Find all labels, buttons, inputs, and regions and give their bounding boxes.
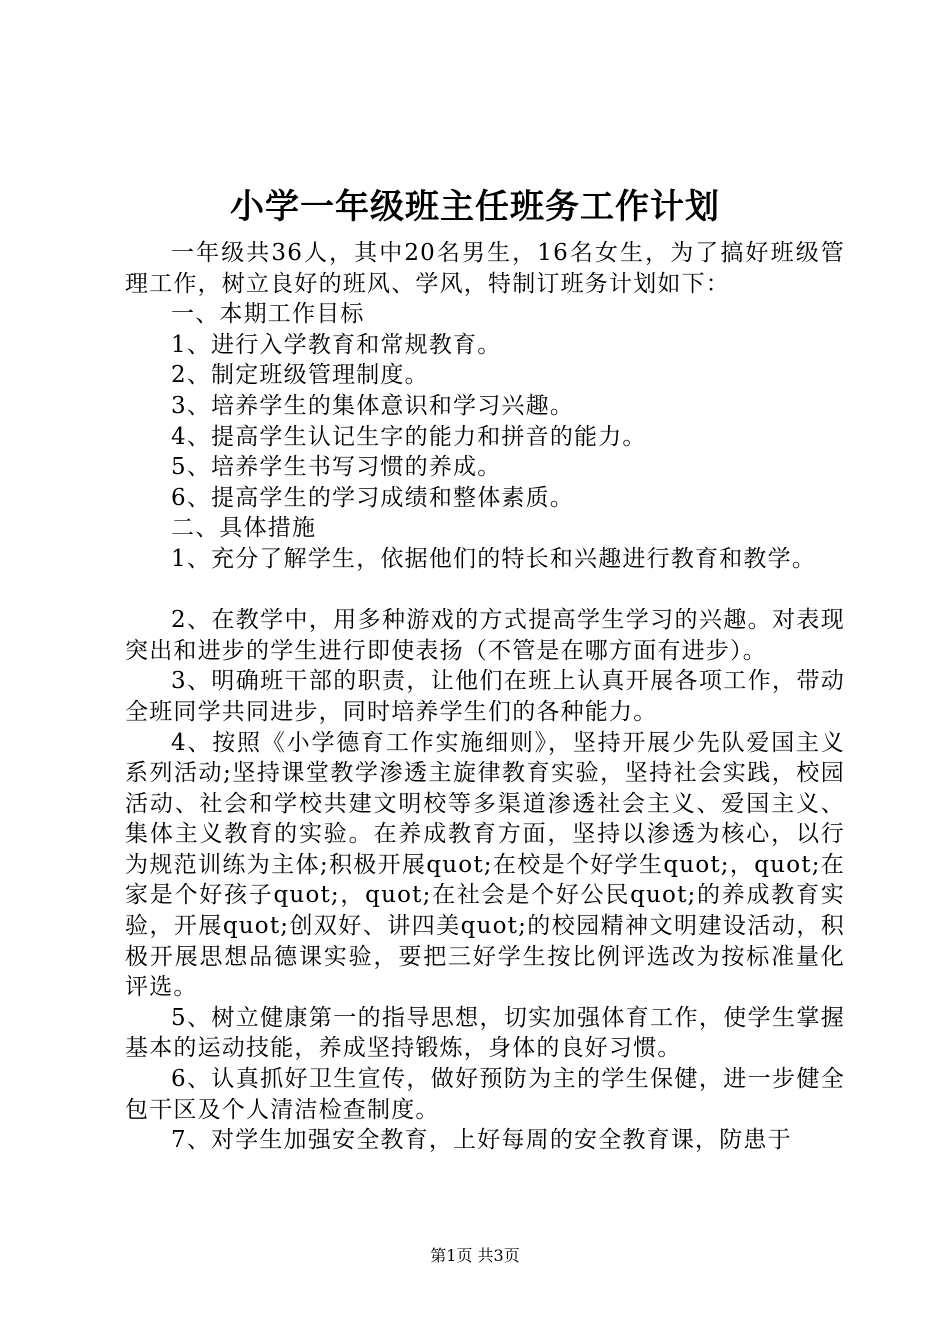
measure-item: 3、明确班干部的职责，让他们在班上认真开展各项工作，带动全班同学共同进步，同时培养学生们的各种能力。 <box>125 668 845 725</box>
measure-item: 1、充分了解学生，依据他们的特长和兴趣进行教育和教学。 <box>171 545 817 572</box>
intro-paragraph: 一年级共36人，其中20名男生，16名女生，为了搞好班级管理工作，树立良好的班风、学风，特制订班务计划如下： <box>125 240 845 297</box>
section-heading-goals: 一、本期工作目标 <box>171 301 365 328</box>
goal-item: 3、培养学生的集体意识和学习兴趣。 <box>171 392 575 419</box>
measure-item: 4、按照《小学德育工作实施细则》，坚持开展少先队爱国主义系列活动;坚持课堂教学渗透主旋律教育实验，坚持社会实践，校园活动、社会和学校共建文明校等多渠道渗透社会主义、爱国主义、集体主义教育的实验。在养成教育方面，坚持以渗透为核心，以行为规范训练为主体;积极开展quot;在校是个好学生quot;，quot;在家是个好孩子quot;，quot;在社会是个好公民quot;的养成教育实验，开展quot;创双好、讲四美quot;的校园精神文明建设活动，积极开展思想品德课实验，要把三好学生按比例评选改为按标准量化评选。 <box>125 729 845 1001</box>
section-heading-measures: 二、具体措施 <box>171 515 317 542</box>
document-title: 小学一年级班主任班务工作计划 <box>230 187 720 227</box>
page-footer: 第1页 共3页 <box>430 1246 520 1265</box>
measure-item: 7、对学生加强安全教育，上好每周的安全教育课，防患于 <box>171 1127 792 1154</box>
goal-item: 4、提高学生认记生字的能力和拼音的能力。 <box>171 423 647 450</box>
measure-item: 5、树立健康第一的指导思想，切实加强体育工作，使学生掌握基本的运动技能，养成坚持锻炼，身体的良好习惯。 <box>125 1004 845 1062</box>
goal-item: 2、制定班级管理制度。 <box>171 362 429 389</box>
measure-item: 2、在教学中，用多种游戏的方式提高学生学习的兴趣。对表现突出和进步的学生进行即使表扬（不管是在哪方面有进步）。 <box>125 607 845 664</box>
goal-item: 6、提高学生的学习成绩和整体素质。 <box>171 484 575 511</box>
goal-item: 1、进行入学教育和常规教育。 <box>171 331 502 358</box>
measure-item: 6、认真抓好卫生宣传，做好预防为主的学生保健，进一步健全包干区及个人清洁检查制度。 <box>125 1066 845 1123</box>
document-body <box>125 238 845 1156</box>
goal-item: 5、培养学生书写习惯的养成。 <box>171 454 502 481</box>
